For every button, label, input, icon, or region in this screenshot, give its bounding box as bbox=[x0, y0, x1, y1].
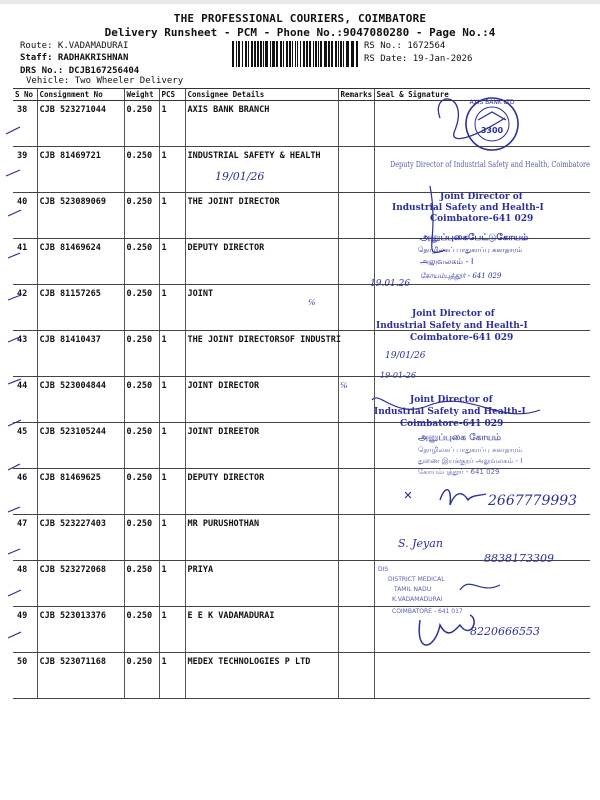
hand-date-42: 19.01.26 bbox=[370, 279, 411, 289]
row-consignment-no: CJB 523071168 bbox=[37, 653, 124, 699]
table-row bbox=[13, 193, 590, 239]
row-consignment-no: CJB 81469625 bbox=[37, 469, 124, 515]
row-remarks bbox=[338, 101, 374, 147]
route-label: Route: K.VADAMADURAI bbox=[20, 41, 129, 51]
row-weight: 0.250 bbox=[124, 147, 159, 193]
axis-stamp-text: AXIS BANK LTD bbox=[469, 99, 515, 106]
row-consignee: JOINT bbox=[185, 285, 338, 331]
row-sno: 43 bbox=[13, 331, 37, 377]
row-remarks bbox=[338, 561, 374, 607]
table-row bbox=[13, 377, 590, 423]
barcode-bar bbox=[257, 41, 259, 67]
barcode-bar bbox=[260, 41, 262, 67]
row-sno: 42 bbox=[13, 285, 37, 331]
vehicle-label: Vehicle: Two Wheeler Delivery bbox=[26, 76, 184, 86]
table-row bbox=[13, 101, 590, 147]
col-seal-signature: Seal & Signature bbox=[374, 89, 590, 101]
barcode-bar bbox=[232, 41, 234, 67]
col-consignment: Consignment No bbox=[37, 89, 124, 101]
barcode-bar bbox=[292, 41, 293, 67]
barcode-bar bbox=[297, 41, 298, 67]
row-consignment-no: CJB 523013376 bbox=[37, 607, 124, 653]
axis-stamp-code: 3300 bbox=[480, 126, 504, 135]
row-seal-signature bbox=[374, 423, 590, 469]
row-seal-signature bbox=[374, 515, 590, 561]
barcode-bar bbox=[276, 41, 278, 67]
barcode-bar bbox=[356, 41, 358, 67]
barcode-bar bbox=[335, 41, 337, 67]
row-remarks bbox=[338, 469, 374, 515]
drs-label: DRS No.: DCJB167256404 bbox=[20, 66, 140, 76]
barcode-bar bbox=[318, 41, 319, 67]
barcode-bar bbox=[331, 41, 333, 67]
row-consignee: E E K VADAMADURAI bbox=[185, 607, 338, 653]
row-seal-signature bbox=[374, 193, 590, 239]
row-sno: 50 bbox=[13, 653, 37, 699]
scan-edge bbox=[0, 0, 600, 4]
svg-text:Joint Director of: Joint Director of bbox=[412, 309, 495, 319]
hand-sign-48: S. Jeyan bbox=[398, 537, 443, 550]
row-pcs: 1 bbox=[159, 239, 185, 285]
row-weight: 0.250 bbox=[124, 561, 159, 607]
hand-date-44: 19-01-26 bbox=[380, 371, 416, 380]
barcode-bar bbox=[313, 41, 314, 67]
row-consignment-no: CJB 81469721 bbox=[37, 147, 124, 193]
row-pcs: 1 bbox=[159, 377, 185, 423]
barcode-bar bbox=[300, 41, 301, 67]
barcode-bar bbox=[238, 41, 240, 67]
row-weight: 0.250 bbox=[124, 515, 159, 561]
barcode-bar bbox=[328, 41, 330, 67]
row-pcs: 1 bbox=[159, 285, 185, 331]
row-seal-signature bbox=[374, 653, 590, 699]
table-row bbox=[13, 653, 590, 699]
row-remarks bbox=[338, 377, 374, 423]
row-weight: 0.250 bbox=[124, 239, 159, 285]
staff-label: Staff: RADHAKRISHNAN bbox=[20, 53, 129, 63]
hand-phone-50: 8220666553 bbox=[470, 625, 540, 638]
svg-text:K.VADAMADURAI: K.VADAMADURAI bbox=[392, 596, 443, 603]
table-row bbox=[13, 285, 590, 331]
svg-text:DIS: DIS bbox=[378, 566, 389, 573]
row-consignment-no: CJB 523105244 bbox=[37, 423, 124, 469]
row-weight: 0.250 bbox=[124, 469, 159, 515]
barcode-bar bbox=[338, 41, 339, 67]
svg-text:Industrial Safety and Health-I: Industrial Safety and Health-I bbox=[374, 407, 526, 417]
row-consignee: PRIYA bbox=[185, 561, 338, 607]
barcode-bar bbox=[265, 41, 268, 67]
svg-text:DISTRICT MEDICAL: DISTRICT MEDICAL bbox=[388, 576, 445, 583]
row-weight: 0.250 bbox=[124, 423, 159, 469]
row-seal-signature bbox=[374, 469, 590, 515]
barcode-bar bbox=[283, 41, 284, 67]
table-row bbox=[13, 147, 590, 193]
row-remarks bbox=[338, 515, 374, 561]
barcode-bar bbox=[270, 41, 271, 67]
jd1-line2: Industrial Safety and Health-I bbox=[392, 203, 544, 213]
row-consignee: DEPUTY DIRECTOR bbox=[185, 469, 338, 515]
row-seal-signature bbox=[374, 101, 590, 147]
row-pcs: 1 bbox=[159, 101, 185, 147]
barcode-bar bbox=[320, 41, 322, 67]
barcode-bar bbox=[251, 41, 253, 67]
row-seal-signature bbox=[374, 561, 590, 607]
barcode bbox=[232, 41, 360, 67]
row-consignment-no: CJB 523089069 bbox=[37, 193, 124, 239]
row-weight: 0.250 bbox=[124, 653, 159, 699]
row-weight: 0.250 bbox=[124, 193, 159, 239]
row-sno: 41 bbox=[13, 239, 37, 285]
col-consignee: Consignee Details bbox=[185, 89, 338, 101]
row-remarks bbox=[338, 239, 374, 285]
row-consignment-no: CJB 523271044 bbox=[37, 101, 124, 147]
barcode-bar bbox=[346, 41, 349, 67]
barcode-bar bbox=[340, 41, 342, 67]
row-consignee: JOINT DIREETOR bbox=[185, 423, 338, 469]
table-row bbox=[13, 607, 590, 653]
row-sno: 44 bbox=[13, 377, 37, 423]
table-row bbox=[13, 515, 590, 561]
table-header-row bbox=[13, 89, 590, 101]
row-weight: 0.250 bbox=[124, 607, 159, 653]
row-seal-signature bbox=[374, 377, 590, 423]
row-remarks bbox=[338, 285, 374, 331]
row-remarks bbox=[338, 147, 374, 193]
runsheet-table bbox=[13, 88, 590, 699]
barcode-bar bbox=[351, 41, 354, 67]
svg-text:தொழிலகப் பாதுகாப்பு சுகாதாரம்: தொழிலகப் பாதுகாப்பு சுகாதாரம் bbox=[418, 246, 523, 254]
row-weight: 0.250 bbox=[124, 285, 159, 331]
svg-text:Industrial Safety and Health-I: Industrial Safety and Health-I bbox=[376, 321, 528, 331]
company-title: THE PROFESSIONAL COURIERS, COIMBATORE bbox=[173, 12, 427, 25]
table-row bbox=[13, 331, 590, 377]
barcode-bar bbox=[254, 41, 256, 67]
row-consignee: THE JOINT DIRECTORSOF INDUSTRI bbox=[185, 331, 338, 377]
table-row bbox=[13, 239, 590, 285]
barcode-bar bbox=[263, 41, 264, 67]
row-pcs: 1 bbox=[159, 193, 185, 239]
row-remarks bbox=[338, 653, 374, 699]
svg-text:கோயம்புத்தூர் - 641 029: கோயம்புத்தூர் - 641 029 bbox=[418, 468, 500, 476]
barcode-bar bbox=[324, 41, 327, 67]
row-remarks bbox=[338, 423, 374, 469]
table-row bbox=[13, 423, 590, 469]
hand-phone-48: 8838173309 bbox=[484, 552, 554, 565]
hand-phone-47: 2667779993 bbox=[488, 493, 578, 509]
row-consignment-no: CJB 81469624 bbox=[37, 239, 124, 285]
svg-text:Coimbatore-641 029: Coimbatore-641 029 bbox=[400, 419, 504, 429]
barcode-bar bbox=[289, 41, 291, 67]
row-pcs: 1 bbox=[159, 561, 185, 607]
tamil-office-text: அலுவலகம் - I bbox=[420, 257, 474, 266]
rs-date: RS Date: 19-Jan-2026 bbox=[364, 54, 473, 64]
row-seal-signature bbox=[374, 607, 590, 653]
svg-text:துணை இயக்குநர் அலுவலகம் - I: துணை இயக்குநர் அலுவலகம் - I bbox=[418, 457, 523, 465]
row-consignment-no: CJB 81410437 bbox=[37, 331, 124, 377]
deputy-stamp-text: Deputy Director of Industrial Safety and Health, Coimbatore bbox=[390, 160, 591, 169]
row-sno: 47 bbox=[13, 515, 37, 561]
barcode-bar bbox=[242, 41, 243, 67]
svg-text:Joint Director of: Joint Director of bbox=[410, 395, 493, 405]
barcode-bar bbox=[315, 41, 317, 67]
col-weight: Weight bbox=[124, 89, 159, 101]
col-sno: S No bbox=[13, 89, 37, 101]
runsheet-subtitle: Delivery Runsheet - PCM - Phone No.:9047080280 - Page No.:4 bbox=[104, 26, 496, 39]
row-consignment-no: CJB 81157265 bbox=[37, 285, 124, 331]
row-pcs: 1 bbox=[159, 653, 185, 699]
row-sno: 40 bbox=[13, 193, 37, 239]
row-seal-signature bbox=[374, 331, 590, 377]
svg-text:தொழிலகப் பாதுகாப்பு சுகாதாரம்: தொழிலகப் பாதுகாப்பு சுகாதாரம் bbox=[418, 446, 523, 454]
row-consignee: INDUSTRIAL SAFETY & HEALTH bbox=[185, 147, 338, 193]
svg-text:TAMIL NADU: TAMIL NADU bbox=[394, 586, 432, 593]
barcode-bar bbox=[306, 41, 308, 67]
jd1-line3: Coimbatore-641 029 bbox=[430, 214, 534, 224]
row-consignment-no: CJB 523272068 bbox=[37, 561, 124, 607]
barcode-bar bbox=[280, 41, 282, 67]
hand-date-39: 19/01/26 bbox=[215, 170, 265, 183]
barcode-bar bbox=[295, 41, 296, 67]
row-seal-signature bbox=[374, 285, 590, 331]
row-pcs: 1 bbox=[159, 331, 185, 377]
row-sno: 49 bbox=[13, 607, 37, 653]
row-pcs: 1 bbox=[159, 515, 185, 561]
row-weight: 0.250 bbox=[124, 101, 159, 147]
row-sno: 46 bbox=[13, 469, 37, 515]
row-consignment-no: CJB 523004844 bbox=[37, 377, 124, 423]
row-consignment-no: CJB 523227403 bbox=[37, 515, 124, 561]
row-sno: 38 bbox=[13, 101, 37, 147]
barcode-bar bbox=[245, 41, 247, 67]
row-sno: 39 bbox=[13, 147, 37, 193]
row-pcs: 1 bbox=[159, 147, 185, 193]
barcode-bar bbox=[286, 41, 288, 67]
row-remarks bbox=[338, 607, 374, 653]
barcode-bar bbox=[309, 41, 311, 67]
row-pcs: 1 bbox=[159, 469, 185, 515]
barcode-bar bbox=[343, 41, 344, 67]
hand-date-43: 19/01/26 bbox=[385, 351, 426, 361]
svg-text:அனுப்புகைபேட்டுகோயம்: அனுப்புகைபேட்டுகோயம் bbox=[420, 233, 529, 243]
svg-text:கோயம்புத்தூர் - 641 029: கோயம்புத்தூர் - 641 029 bbox=[420, 272, 502, 280]
row-consignee: AXIS BANK BRANCH bbox=[185, 101, 338, 147]
row-seal-signature bbox=[374, 147, 590, 193]
jd1-line1: Joint Director of bbox=[440, 192, 523, 202]
row-consignee: DEPUTY DIRECTOR bbox=[185, 239, 338, 285]
svg-text:Coimbatore-641 029: Coimbatore-641 029 bbox=[410, 333, 514, 343]
row-seal-signature bbox=[374, 239, 590, 285]
col-remarks: Remarks bbox=[338, 89, 374, 101]
row-pcs: 1 bbox=[159, 607, 185, 653]
barcode-bar bbox=[272, 41, 275, 67]
table-row bbox=[13, 469, 590, 515]
row-weight: 0.250 bbox=[124, 377, 159, 423]
barcode-bar bbox=[248, 41, 249, 67]
barcode-bar bbox=[303, 41, 305, 67]
rs-no: RS No.: 1672564 bbox=[364, 41, 446, 51]
initial-44: ℅ bbox=[340, 381, 348, 391]
row-sno: 48 bbox=[13, 561, 37, 607]
row-consignee: MR PURUSHOTHAN bbox=[185, 515, 338, 561]
initial-43: ℅ bbox=[308, 298, 316, 308]
svg-text:COIMBATORE - 641 017: COIMBATORE - 641 017 bbox=[392, 608, 463, 615]
row-pcs: 1 bbox=[159, 423, 185, 469]
row-consignee: THE JOINT DIRECTOR bbox=[185, 193, 338, 239]
row-remarks bbox=[338, 331, 374, 377]
row-consignee: JOINT DIRECTOR bbox=[185, 377, 338, 423]
barcode-bar bbox=[236, 41, 237, 67]
row-consignee: MEDEX TECHNOLOGIES P LTD bbox=[185, 653, 338, 699]
row-weight: 0.250 bbox=[124, 331, 159, 377]
col-pcs: PCS bbox=[159, 89, 185, 101]
row-remarks bbox=[338, 193, 374, 239]
svg-text:அனுப்புகை கோயம்: அனுப்புகை கோயம் bbox=[418, 433, 502, 443]
table-row bbox=[13, 561, 590, 607]
row-sno: 45 bbox=[13, 423, 37, 469]
